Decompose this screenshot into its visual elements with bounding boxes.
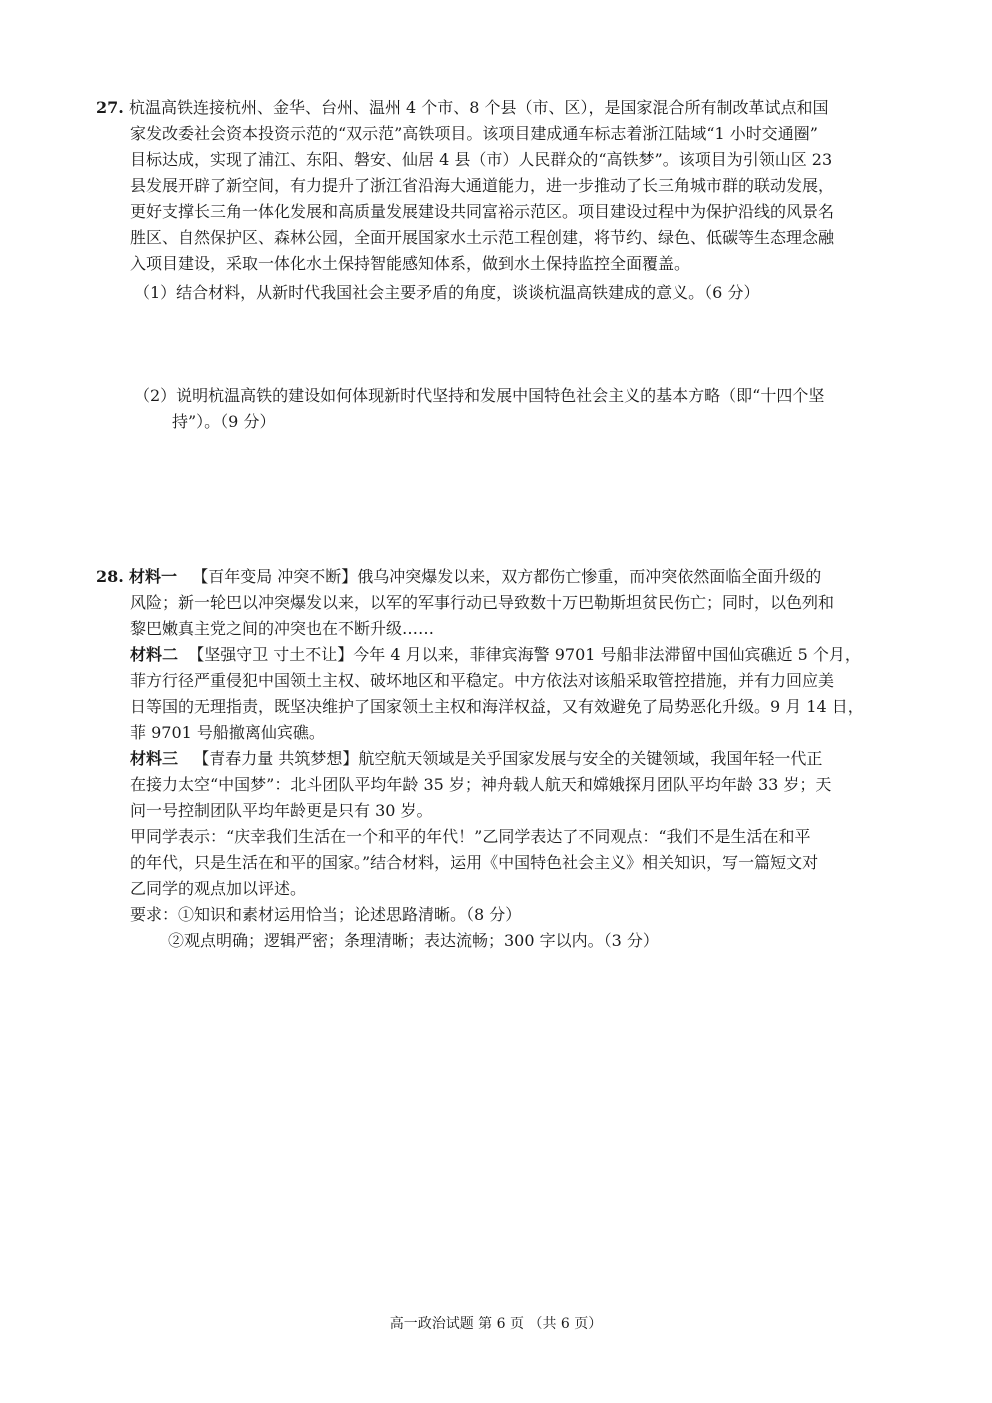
q27-line-7: 入项目建设，采取一体化水土保持智能感知体系，做到水土保持监控全面覆盖。 <box>130 254 691 273</box>
sub-question-text: 持”）。（9 分） <box>172 412 276 431</box>
material-text: 【坚强守卫 寸土不让】今年 4 月以来，菲律宾海警 9701 号船非法滞留中国仙宾礁近 5 个月， <box>188 645 861 664</box>
sub-question-text: （1）结合材料，从新时代我国社会主要矛盾的角度，谈谈杭温高铁建成的意义。（6 分） <box>134 283 760 302</box>
q28-m2-line-1 <box>96 642 896 668</box>
material-text: 问一号控制团队平均年龄更是只有 30 岁。 <box>130 801 433 820</box>
material-text: 风险；新一轮巴以冲突爆发以来，以军的军事行动已导致数十万巴勒斯坦贫民伤亡；同时，以色列和 <box>130 593 835 612</box>
material-text: 【青春力量 共筑梦想】航空航天领域是关乎国家发展与安全的关键领域，我国年轻一代正 <box>193 749 823 768</box>
material-text: 日等国的无理指责，既坚决维护了国家领土主权和海洋权益，又有效避免了局势恶化升级。9 月 14 日， <box>130 697 864 716</box>
q28-m1-line-1 <box>96 564 896 590</box>
material-label: 材料一 <box>128 567 177 586</box>
page-footer: 高一政治试题 第 6 页 （共 6 页） <box>389 1316 603 1332</box>
q27-line-2: 家发改委社会资本投资示范的“双示范”高铁项目。该项目建成通车标志着浙江陆域“1 小时交通圈” <box>130 124 818 143</box>
material-label: 材料二 <box>130 645 179 664</box>
question-number: 28. <box>96 567 124 586</box>
sub-question-text: （2）说明杭温高铁的建设如何体现新时代坚持和发展中国特色社会主义的基本方略（即“十四个坚 <box>134 386 825 405</box>
q27-line-3: 目标达成，实现了浦江、东阳、磐安、仙居 4 县（市）人民群众的“高铁梦”。该项目为引领山区 23 <box>130 150 833 169</box>
requirement-2: ②观点明确；逻辑严密；条理清晰；表达流畅；300 字以内。（3 分） <box>168 931 659 950</box>
q27-line-4: 县发展开辟了新空间，有力提升了浙江省沿海大通道能力，进一步推动了长三角城市群的联动发展， <box>130 176 835 195</box>
q27-subquestion-2 <box>96 383 896 435</box>
question-27 <box>96 95 896 277</box>
material-text: 【百年变局 冲突不断】俄乌冲突爆发以来，双方都伤亡惨重，而冲突依然面临全面升级的 <box>192 567 822 586</box>
task-text: 乙同学的观点加以评述。 <box>130 879 307 898</box>
material-text: 菲方行径严重侵犯中国领土主权、破坏地区和平稳定。中方依法对该船采取管控措施，并有力回应美 <box>130 671 835 690</box>
q27-text: 杭温高铁连接杭州、金华、台州、温州 4 个市、8 个县（市、区），是国家混合所有制改革试点和国 <box>128 98 829 117</box>
requirement-1: 要求：①知识和素材运用恰当；论述思路清晰。（8 分） <box>130 905 522 924</box>
material-label: 材料三 <box>130 749 179 768</box>
material-text: 菲 9701 号船撤离仙宾礁。 <box>130 723 325 742</box>
q27-line-6: 胜区、自然保护区、森林公园，全面开展国家水土示范工程创建，将节约、绿色、低碳等生态理念融 <box>130 228 835 247</box>
q27-line-1 <box>96 95 896 121</box>
q28-m3-line-1 <box>96 746 896 772</box>
material-text: 在接力太空“中国梦”：北斗团队平均年龄 35 岁；神舟载人航天和嫦娥探月团队平均年龄 33 岁；天 <box>130 775 832 794</box>
material-text: 黎巴嫩真主党之间的冲突也在不断升级…… <box>130 619 435 638</box>
task-text: 的年代，只是生活在和平的国家。”结合材料，运用《中国特色社会主义》相关知识，写一篇短文对 <box>130 853 819 872</box>
task-text: 甲同学表示：“庆幸我们生活在一个和平的年代！”乙同学表达了不同观点：“我们不是生活在和平 <box>130 827 811 846</box>
question-number: 27. <box>96 98 124 117</box>
q27-subquestion-1 <box>96 280 896 306</box>
q27-line-5: 更好支撑长三角一体化发展和高质量发展建设共同富裕示范区。项目建设过程中为保护沿线的风景名 <box>130 202 835 221</box>
question-28 <box>96 564 896 954</box>
